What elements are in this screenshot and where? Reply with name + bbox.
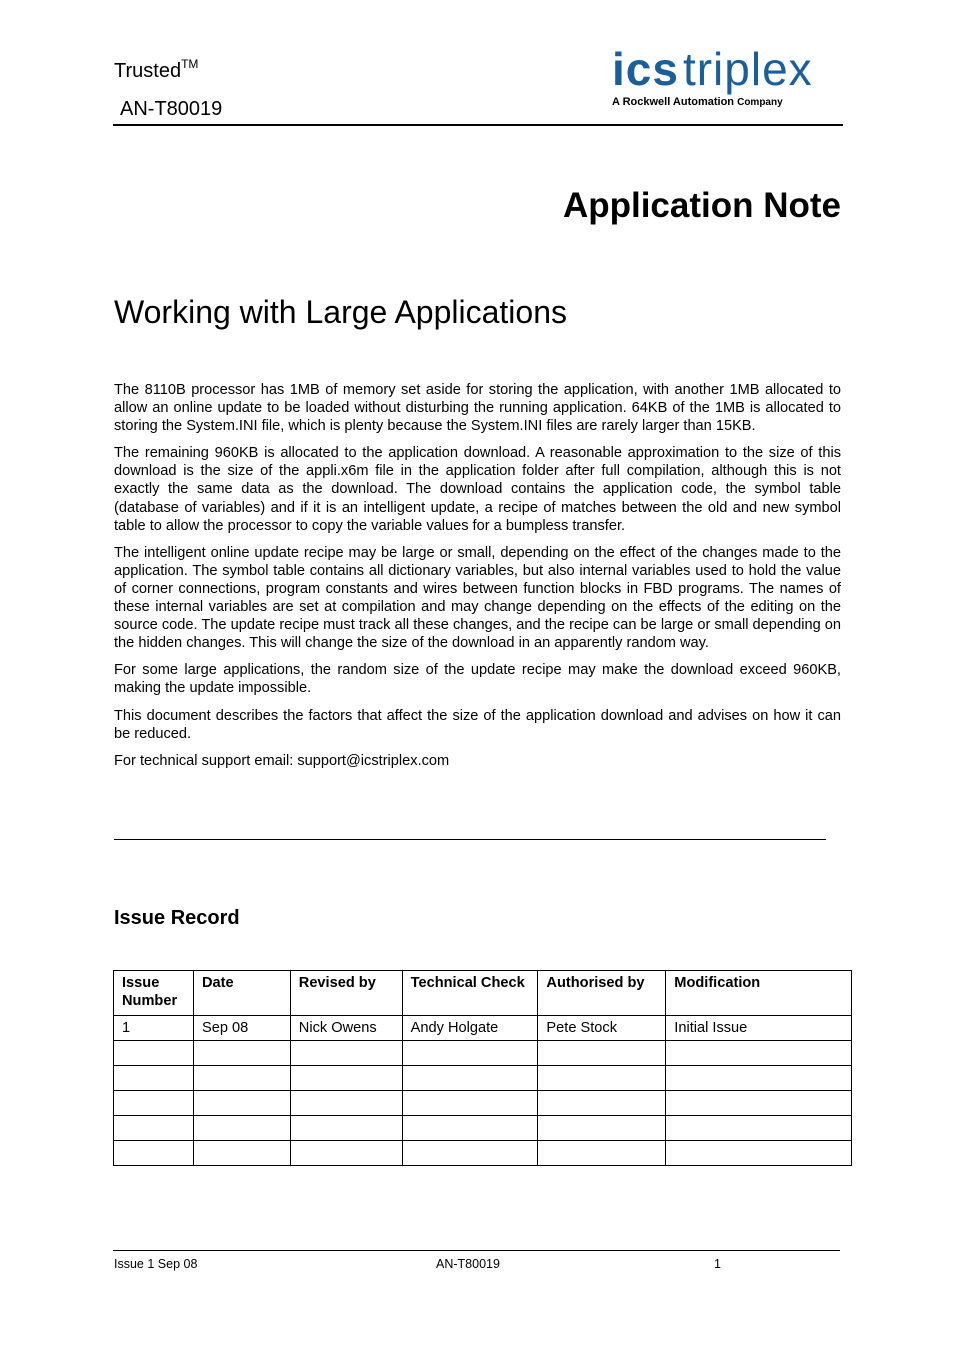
table-cell	[538, 1141, 666, 1166]
table-cell	[114, 1141, 194, 1166]
table-row	[114, 1066, 852, 1091]
column-header: Revised by	[290, 971, 402, 1016]
table-row	[114, 1091, 852, 1116]
table-cell	[666, 1066, 852, 1091]
table-cell: 1	[114, 1016, 194, 1041]
logo-wordmark	[612, 44, 844, 94]
table-row	[114, 1141, 852, 1166]
page-number: 1	[714, 1257, 721, 1271]
table-cell: Sep 08	[193, 1016, 290, 1041]
footer-issue: Issue 1 Sep 08	[114, 1257, 198, 1271]
table-cell	[402, 1091, 538, 1116]
paragraph: The remaining 960KB is allocated to the application download. A reasonable approximation to the size of this download is the size of the appli.x6m file in the application folder after full compilation, although this is not exactly the same data as the download. The download contains the application code, the symbol table (database of variables) and if it is an intelligent update, a recipe of matches between the old and new symbol table to allow the processor to copy the variable values for a bumpless transfer.	[114, 445, 841, 534]
table-cell: Andy Holgate	[402, 1016, 538, 1041]
table-cell	[114, 1091, 194, 1116]
paragraph: The intelligent online update recipe may be large or small, depending on the effect of the changes made to the application. The symbol table contains all dictionary variables, but also internal variables used to hold the value of corner connections, program constants and wires between function blocks in FBD programs. The names of these internal variables are set at compilation and may change depending on the effects of the editing on the source code. The update recipe must track all these changes, and the recipe can be large or small depending on the hidden changes. This will change the size of the download in an apparently random way.	[114, 544, 841, 652]
table-cell	[114, 1041, 194, 1066]
table-cell	[290, 1066, 402, 1091]
table-cell	[666, 1116, 852, 1141]
table-cell: Pete Stock	[538, 1016, 666, 1041]
table-cell	[193, 1066, 290, 1091]
document-subject: Working with Large Applications	[114, 294, 567, 330]
logo-tagline: A Rockwell Automation Company	[612, 96, 783, 108]
header-doc-code: AN-T80019	[120, 98, 223, 120]
column-header: Date	[193, 971, 290, 1016]
column-header: Modification	[666, 971, 852, 1016]
table-cell: Nick Owens	[290, 1016, 402, 1041]
logo-ics: ics	[612, 43, 679, 95]
footer-rule	[113, 1250, 840, 1251]
column-header: Authorised by	[538, 971, 666, 1016]
issue-record-heading: Issue Record	[114, 907, 240, 929]
table-cell	[666, 1041, 852, 1066]
paragraph: The 8110B processor has 1MB of memory set aside for storing the application, with another 1MB allocated to allow an online update to be loaded without disturbing the running application. 64KB of the 1MB is allocated to storing the System.INI file, which is plenty because the System.INI files are rarely larger than 15KB.	[114, 382, 841, 435]
table-cell	[290, 1116, 402, 1141]
table-cell	[402, 1141, 538, 1166]
section-divider	[114, 839, 826, 840]
table-row	[114, 1016, 852, 1041]
logo-triplex: triplex	[682, 43, 813, 95]
table-cell	[193, 1141, 290, 1166]
table-cell	[538, 1116, 666, 1141]
issue-record-table	[113, 970, 852, 1166]
table-cell	[538, 1091, 666, 1116]
table-cell	[290, 1091, 402, 1116]
table-cell	[666, 1091, 852, 1116]
table-row	[114, 1041, 852, 1066]
table-cell: Initial Issue	[666, 1016, 852, 1041]
ics-triplex-logo	[612, 44, 844, 108]
header-rule	[113, 124, 843, 126]
paragraph: This document describes the factors that affect the size of the application download and advises on how it can be reduced.	[114, 707, 841, 742]
table-cell	[114, 1066, 194, 1091]
table-row	[114, 1116, 852, 1141]
table-cell	[402, 1041, 538, 1066]
paragraph: For some large applications, the random size of the update recipe may make the download exceed 960KB, making the update impossible.	[114, 662, 841, 697]
table-cell	[402, 1116, 538, 1141]
column-header: Technical Check	[402, 971, 538, 1016]
table-cell	[402, 1066, 538, 1091]
table-cell	[193, 1116, 290, 1141]
table-cell	[290, 1041, 402, 1066]
column-header: Issue Number	[114, 971, 194, 1016]
table-cell	[193, 1041, 290, 1066]
table-cell	[538, 1041, 666, 1066]
table-cell	[290, 1141, 402, 1166]
body-text	[114, 381, 841, 779]
support-email-paragraph: For technical support email: support@icstriplex.com	[114, 752, 450, 769]
trademark-sup: TM	[181, 57, 199, 71]
page-title: Application Note	[562, 186, 841, 225]
product-name: Trusted™	[114, 57, 199, 82]
table-cell	[193, 1091, 290, 1116]
table-cell	[666, 1141, 852, 1166]
table-header-row	[114, 971, 852, 1016]
table-cell	[114, 1116, 194, 1141]
footer-doc-code: AN-T80019	[436, 1257, 500, 1271]
table-cell	[538, 1066, 666, 1091]
